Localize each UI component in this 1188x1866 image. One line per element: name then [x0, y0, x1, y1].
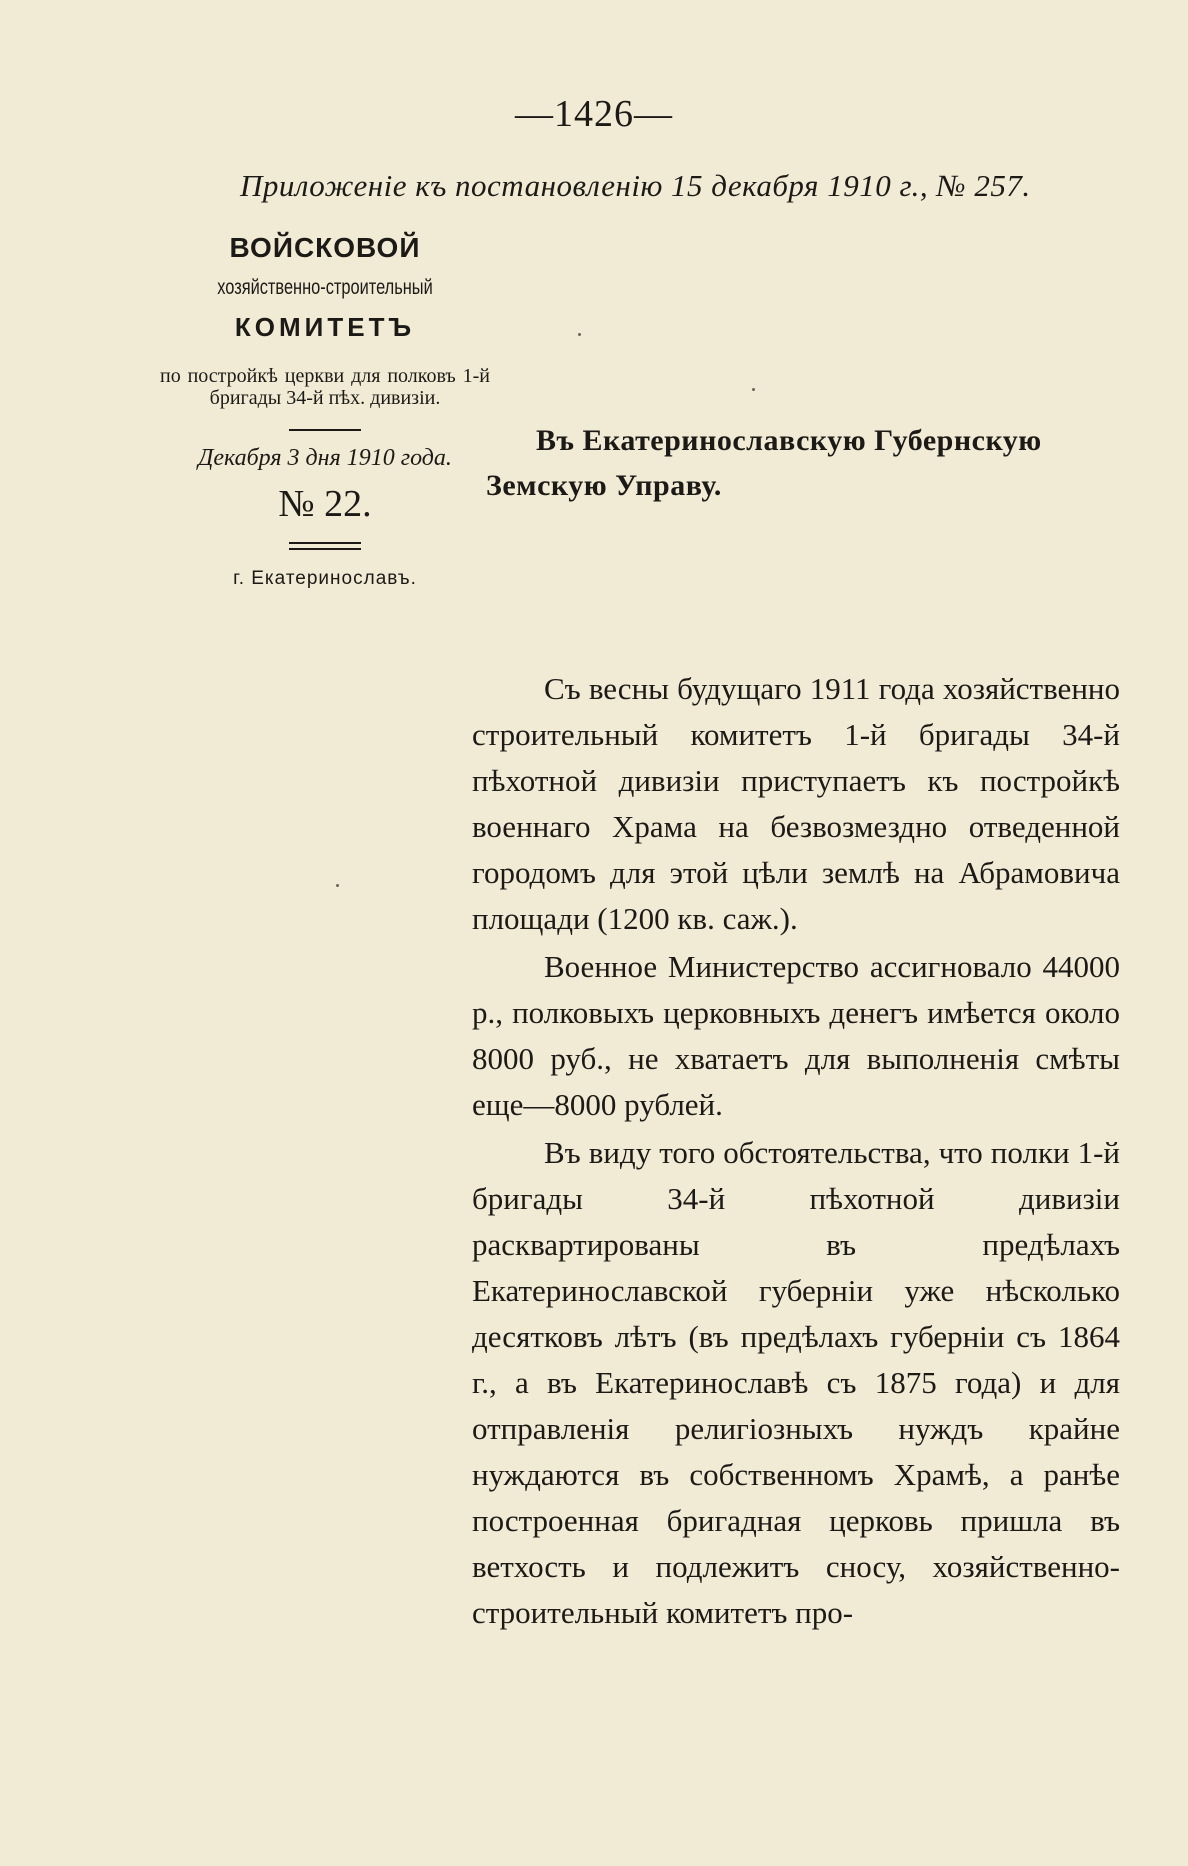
- page-number: —1426—: [515, 93, 673, 135]
- letterhead-org-type: хозяйственно-строительный: [217, 276, 433, 299]
- letter-date: Декабря 3 дня 1910 года.: [198, 445, 452, 471]
- body-text: [472, 666, 1120, 1636]
- paragraph-3: Въ виду того обстоятельства, что полки 1-й бригады 34-й пѣхотной дивизіи расквартированы въ предѣлахъ Екатеринославской губерніи уже нѣсколько десятковъ лѣтъ (въ предѣлахъ губерніи съ 1864 г., а въ Екатеринославѣ съ 1875 года) и для отправленія религіозныхъ нуждъ крайне нуждаются въ собственномъ Храмѣ, а ранѣе построенная бригадная церковь пришла въ ветхость и подлежитъ сносу, хозяйственно-строительный комитетъ про-: [472, 1135, 1120, 1630]
- paragraph-1: Съ весны будущаго 1911 года хозяйственно строительный комитетъ 1-й бригады 34-й пѣхотной дивизіи приступаетъ къ постройкѣ военнаго Храма на безвозмездно отведенной городомъ для этой цѣли землѣ на Абрамовича площади (1200 кв. саж.).: [472, 671, 1120, 936]
- letterhead-org: ВОЙСКОВОЙ: [229, 232, 421, 263]
- letter-number: № 22.: [278, 483, 372, 525]
- addressee-line-1: Въ Екатеринославскую Губернскую: [536, 424, 1042, 457]
- paper-speck: [752, 388, 755, 391]
- addressee-line-2: Земскую Управу.: [486, 469, 722, 502]
- paragraph-2: Военное Министерство ассигновало 44000 р., полковыхъ церковныхъ денегъ имѣется около 8000 руб., не хватаетъ для выполненія смѣты еще—8000 рублей.: [472, 949, 1120, 1122]
- addressee: [486, 418, 1122, 508]
- letterhead: [160, 232, 490, 590]
- letterhead-purpose: по постройкѣ церкви для полковъ 1-й бригады 34-й пѣх. дивизіи.: [160, 365, 490, 409]
- paper-speck: [578, 333, 581, 336]
- letterhead-double-divider: [289, 542, 361, 550]
- appendix-note: Приложеніе къ постановленію 15 декабря 1910 г., № 257.: [240, 168, 1031, 203]
- letterhead-divider: [289, 429, 361, 431]
- letter-city: г. Екатеринославъ.: [233, 568, 417, 589]
- letterhead-committee: КОМИТЕТЪ: [234, 312, 416, 342]
- paper-speck: [336, 884, 339, 887]
